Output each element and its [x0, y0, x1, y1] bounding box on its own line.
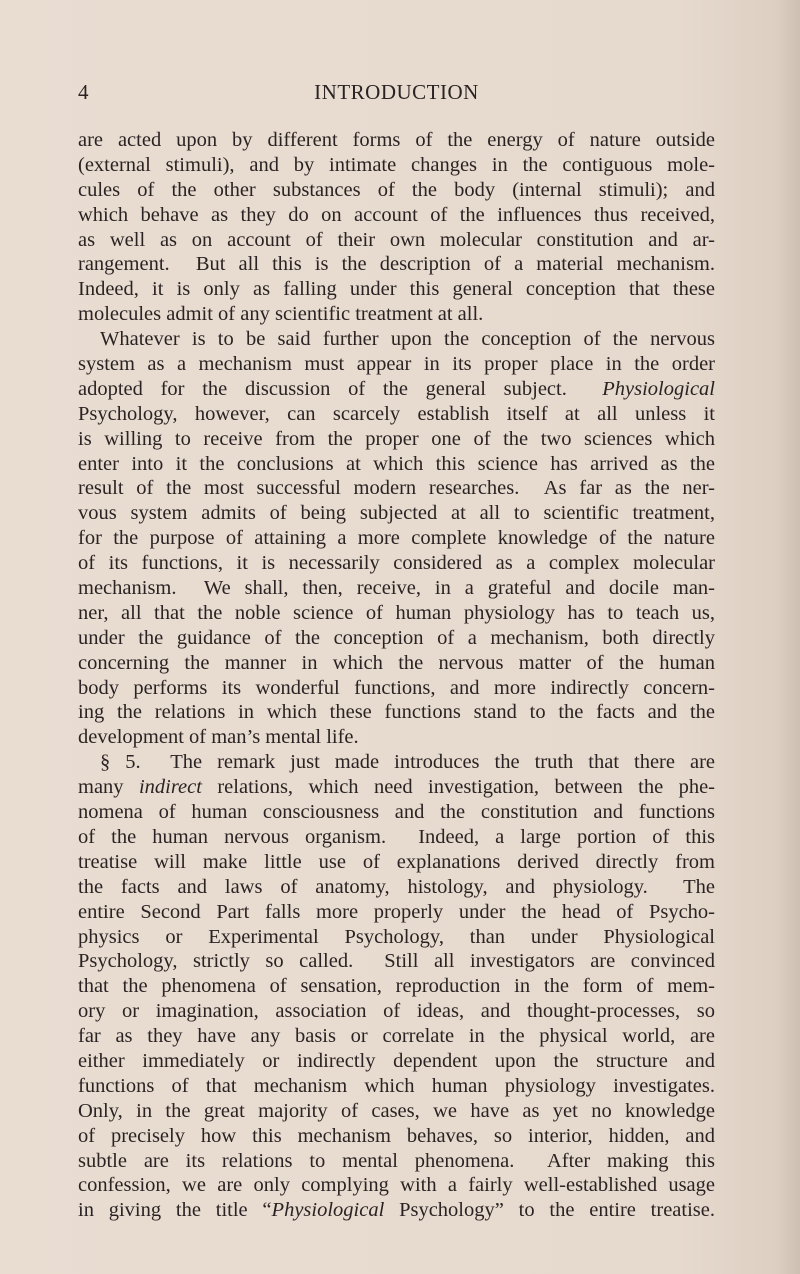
- text-line: [78, 551, 715, 576]
- text-segment: vous system admits of being subjected at all to scientific treatment,: [78, 502, 715, 525]
- italic-text: Physiological: [602, 377, 715, 400]
- text-segment: that the phenomena of sensation, reproduction in the form of mem-: [78, 975, 715, 998]
- text-segment: of precisely how this mechanism behaves, so interior, hidden, and: [78, 1124, 715, 1147]
- text-line: [78, 700, 715, 725]
- text-segment: development of man’s mental life.: [78, 726, 359, 749]
- text-line: [78, 402, 715, 427]
- text-segment: § 5. The remark just made introduces the truth that there are: [100, 751, 715, 774]
- text-line: [78, 651, 715, 676]
- text-line: [78, 676, 715, 701]
- text-segment: ner, all that the noble science of human physiology has to teach us,: [78, 601, 715, 624]
- text-segment: which behave as they do on account of the influences thus received,: [78, 203, 715, 226]
- text-segment: as well as on account of their own molecular constitution and ar-: [78, 228, 715, 251]
- text-line: [78, 626, 715, 651]
- text-line: [78, 1149, 715, 1174]
- text-line: [78, 875, 715, 900]
- text-line: [78, 800, 715, 825]
- text-segment: for the purpose of attaining a more complete knowledge of the nature: [78, 527, 715, 550]
- text-line: [78, 1024, 715, 1049]
- text-segment: subtle are its relations to mental phenomena. After making this: [78, 1149, 715, 1172]
- text-line: [78, 327, 715, 352]
- text-line: [78, 750, 715, 775]
- running-title: INTRODUCTION: [314, 80, 479, 104]
- text-segment: system as a mechanism must appear in its proper place in the order: [78, 353, 715, 376]
- text-segment: functions of that mechanism which human physiology investigates.: [78, 1074, 715, 1097]
- text-line: [78, 1124, 715, 1149]
- text-line: [78, 277, 715, 302]
- text-segment: Psychology, however, can scarcely establish itself at all unless it: [78, 402, 715, 425]
- text-segment: are acted upon by different forms of the energy of nature outside: [78, 129, 715, 151]
- text-line: [78, 1173, 715, 1198]
- text-segment: the facts and laws of anatomy, histology, and physiology. The: [78, 875, 715, 898]
- text-segment: cules of the other substances of the body (internal stimuli); and: [78, 178, 715, 201]
- text-segment: under the guidance of the conception of a mechanism, both directly: [78, 626, 715, 649]
- text-segment: rangement. But all this is the description of a material mechanism.: [78, 253, 715, 276]
- text-line: [78, 999, 715, 1024]
- text-line: [78, 974, 715, 999]
- text-line: [78, 252, 715, 277]
- body-text: [78, 128, 715, 1223]
- text-segment: of its functions, it is necessarily considered as a complex molecular: [78, 552, 715, 575]
- text-segment: Whatever is to be said further upon the conception of the nervous: [100, 328, 715, 351]
- text-segment: adopted for the discussion of the general subject.: [78, 377, 603, 400]
- text-line: [78, 1074, 715, 1099]
- italic-text: Physiological: [271, 1199, 385, 1222]
- text-segment: many: [78, 776, 139, 799]
- text-segment: Indeed, it is only as falling under this general conception that these: [78, 278, 715, 301]
- text-line: [78, 228, 715, 253]
- page-header: [78, 80, 715, 110]
- text-segment: concerning the manner in which the nervous matter of the human: [78, 651, 715, 674]
- text-segment: entire Second Part falls more properly under the head of Psycho-: [78, 900, 715, 923]
- text-segment: Only, in the great majority of cases, we have as yet no knowledge: [78, 1099, 715, 1122]
- text-line: [78, 452, 715, 477]
- text-segment: far as they have any basis or correlate in the physical world, are: [78, 1025, 715, 1048]
- text-line: [78, 501, 715, 526]
- text-segment: of the human nervous organism. Indeed, a large portion of this: [78, 825, 715, 848]
- text-line: [78, 178, 715, 203]
- text-line: [78, 427, 715, 452]
- text-line: [78, 1099, 715, 1124]
- text-line: [78, 153, 715, 178]
- text-line: [78, 825, 715, 850]
- text-line: [78, 352, 715, 377]
- text-line: [78, 775, 715, 800]
- text-segment: molecules admit of any scientific treatment at all.: [78, 303, 484, 326]
- text-segment: in giving the title “: [78, 1199, 272, 1222]
- text-segment: relations, which need investigation, between the phe-: [201, 776, 715, 799]
- text-line: [78, 949, 715, 974]
- text-segment: body performs its wonderful functions, and more indirectly concern-: [78, 676, 715, 699]
- text-line: [78, 476, 715, 501]
- text-segment: ing the relations in which these functions stand to the facts and the: [78, 701, 715, 724]
- text-segment: Psychology” to the entire treatise.: [384, 1199, 715, 1222]
- text-segment: mechanism. We shall, then, receive, in a grateful and docile man-: [78, 577, 715, 600]
- text-segment: result of the most successful modern researches. As far as the ner-: [78, 477, 715, 500]
- text-segment: Psychology, strictly so called. Still all investigators are convinced: [78, 950, 715, 973]
- text-segment: treatise will make little use of explanations derived directly from: [78, 850, 715, 873]
- text-line: [78, 725, 715, 750]
- text-segment: either immediately or indirectly dependent upon the structure and: [78, 1049, 715, 1072]
- text-segment: ory or imagination, association of ideas, and thought-processes, so: [78, 1000, 715, 1023]
- text-line: [78, 576, 715, 601]
- text-segment: (external stimuli), and by intimate changes in the contiguous mole-: [78, 153, 715, 176]
- text-line: [78, 526, 715, 551]
- text-line: [78, 925, 715, 950]
- text-segment: is willing to receive from the proper one of the two sciences which: [78, 427, 715, 450]
- text-segment: nomena of human consciousness and the constitution and functions: [78, 801, 715, 824]
- text-line: [78, 1198, 715, 1223]
- text-line: [78, 203, 715, 228]
- text-line: [78, 302, 715, 327]
- text-line: [78, 850, 715, 875]
- text-line: [78, 128, 715, 153]
- italic-text: indirect: [138, 776, 202, 799]
- text-line: [78, 1049, 715, 1074]
- text-segment: confession, we are only complying with a fairly well-established usage: [78, 1174, 715, 1197]
- text-line: [78, 377, 715, 402]
- text-segment: physics or Experimental Psychology, than under Physiological: [78, 925, 715, 948]
- text-segment: enter into it the conclusions at which this science has arrived as the: [78, 452, 715, 475]
- page-number: 4: [78, 80, 89, 104]
- text-line: [78, 900, 715, 925]
- text-line: [78, 601, 715, 626]
